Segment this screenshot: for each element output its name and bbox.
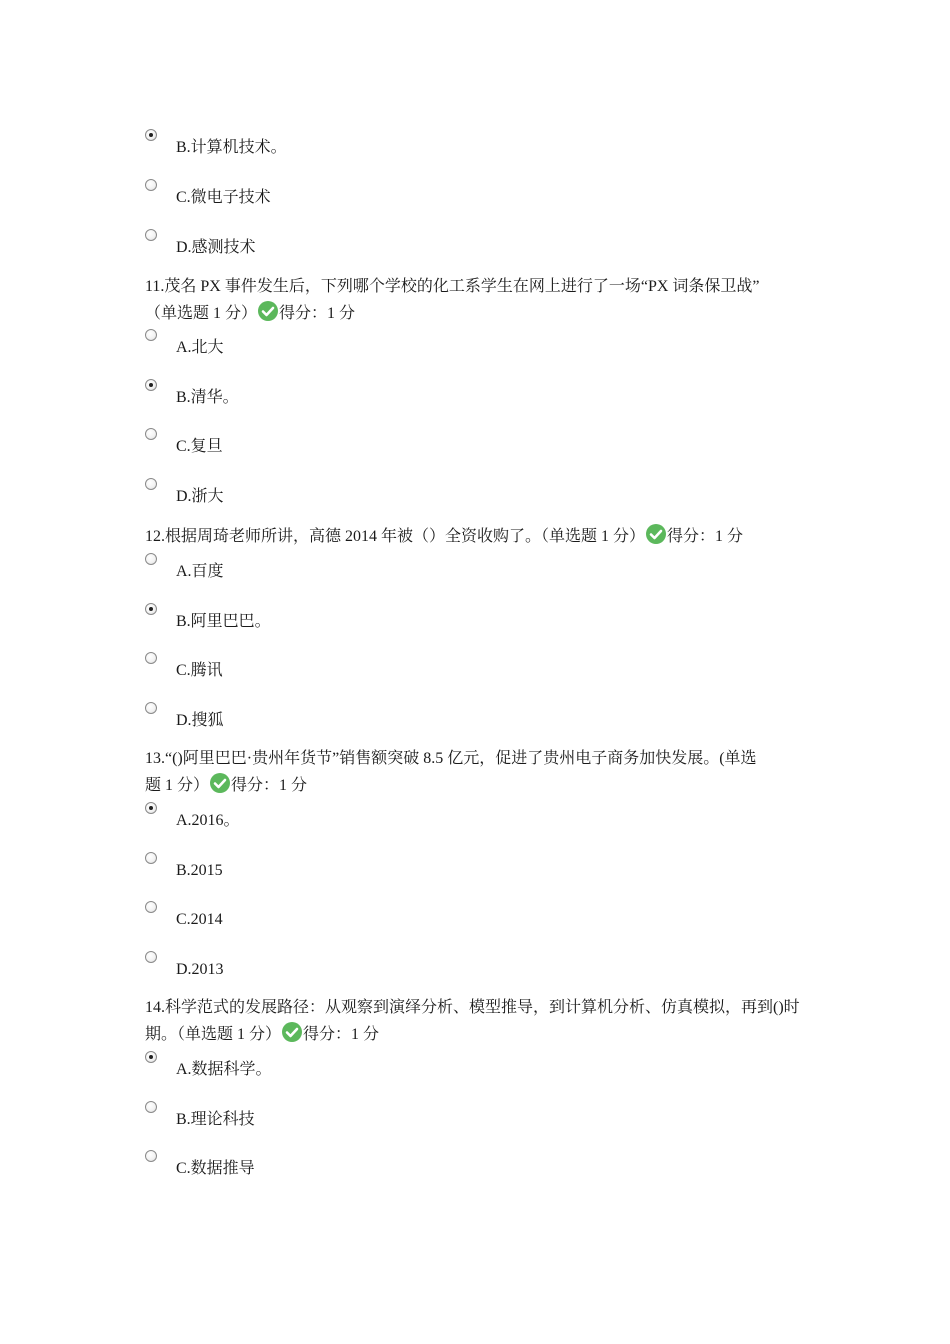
- q13-option-a[interactable]: A.2016。: [145, 802, 745, 832]
- check-circle-icon: [210, 773, 230, 793]
- radio-unselected-icon[interactable]: [145, 1101, 157, 1113]
- check-circle-icon: [258, 301, 278, 321]
- q11-stem: 11.茂名 PX 事件发生后，下列哪个学校的化工系学生在网上进行了一场“PX 词条保卫战” （单选题 1 分） 得分：1 分: [145, 278, 760, 322]
- q14-option-a[interactable]: A.数据科学。: [145, 1051, 745, 1081]
- radio-unselected-icon[interactable]: [145, 901, 157, 913]
- q10-option-d[interactable]: D.感测技术: [145, 229, 745, 259]
- radio-unselected-icon[interactable]: [145, 852, 157, 864]
- q11-option-d[interactable]: D.浙大: [145, 478, 745, 508]
- q13-option-d[interactable]: D.2013: [145, 951, 745, 981]
- radio-unselected-icon[interactable]: [145, 1150, 157, 1162]
- radio-selected-icon[interactable]: [145, 379, 157, 391]
- radio-unselected-icon[interactable]: [145, 702, 157, 714]
- radio-selected-icon[interactable]: [145, 129, 157, 141]
- check-circle-icon: [646, 524, 666, 544]
- q11-option-c[interactable]: C.复旦: [145, 428, 745, 458]
- q14-option-b[interactable]: B.理论科技: [145, 1101, 745, 1131]
- radio-unselected-icon[interactable]: [145, 428, 157, 440]
- radio-unselected-icon[interactable]: [145, 553, 157, 565]
- radio-selected-icon[interactable]: [145, 802, 157, 814]
- q11-option-a[interactable]: A.北大: [145, 329, 745, 359]
- q11-score: 得分：1 分: [279, 305, 356, 322]
- radio-unselected-icon[interactable]: [145, 229, 157, 241]
- radio-selected-icon[interactable]: [145, 1051, 157, 1063]
- q13-score: 得分：1 分: [231, 777, 308, 794]
- q13-stem: 13.“()阿里巴巴·贵州年货节”销售额突破 8.5 亿元，促进了贵州电子商务加快发展。(单选 题 1 分） 得分：1 分: [145, 750, 757, 794]
- radio-unselected-icon[interactable]: [145, 951, 157, 963]
- q14-score: 得分：1 分: [303, 1026, 380, 1043]
- radio-unselected-icon[interactable]: [145, 329, 157, 341]
- q13-option-c[interactable]: C.2014: [145, 901, 745, 931]
- radio-unselected-icon[interactable]: [145, 652, 157, 664]
- q12-option-d[interactable]: D.搜狐: [145, 702, 745, 732]
- check-circle-icon: [282, 1022, 302, 1042]
- radio-selected-icon[interactable]: [145, 603, 157, 615]
- q12-score: 得分：1 分: [667, 528, 744, 545]
- q12-option-c[interactable]: C.腾讯: [145, 652, 745, 682]
- q10-option-b[interactable]: B.计算机技术。: [145, 129, 745, 159]
- q12-option-b[interactable]: B.阿里巴巴。: [145, 603, 745, 633]
- q10-option-c[interactable]: C.微电子技术: [145, 179, 745, 209]
- radio-unselected-icon[interactable]: [145, 478, 157, 490]
- q14-option-c[interactable]: C.数据推导: [145, 1150, 745, 1180]
- radio-unselected-icon[interactable]: [145, 179, 157, 191]
- q11-option-b[interactable]: B.清华。: [145, 379, 745, 409]
- q12-option-a[interactable]: A.百度: [145, 553, 745, 583]
- q14-stem: 14.科学范式的发展路径：从观察到演绎分析、模型推导，到计算机分析、仿真模拟，再到()时 期。（单选题 1 分） 得分：1 分: [145, 999, 800, 1043]
- q12-stem: 12.根据周琦老师所讲，高德 2014 年被（）全资收购了。（单选题 1 分） 得分：1 分: [145, 523, 815, 550]
- q13-option-b[interactable]: B.2015: [145, 852, 745, 882]
